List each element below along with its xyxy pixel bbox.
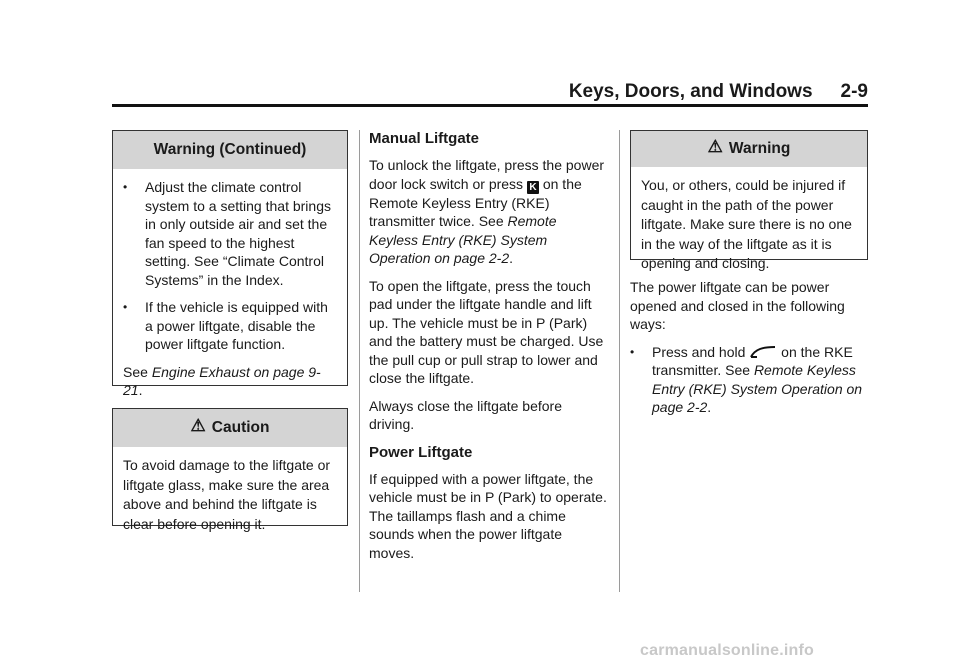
list-item — [123, 298, 337, 354]
cross-reference-link[interactable]: Remote Keyless Entry (RKE) System Operation on page 2-2 — [369, 213, 557, 266]
warning-continued-title: Warning (Continued) — [113, 131, 347, 169]
caution-box — [112, 408, 348, 532]
bullet-text: . — [707, 399, 712, 415]
middle-column — [369, 130, 609, 571]
watermark: carmanualsonline.info — [640, 642, 815, 659]
header-rule — [112, 104, 868, 107]
paragraph-text: To unlock the liftgate, press the power door lock switch or press — [369, 157, 605, 192]
paragraph-text: on the Remote Keyless Entry (RKE) transmitter twice. See — [369, 175, 582, 229]
warning-continued-body — [113, 169, 347, 400]
power-liftgate-paragraph: If equipped with a power liftgate, the vehicle must be in P (Park) to operate. The taillamps flash and a chime sounds when the power liftgate moves. — [369, 470, 607, 561]
section-title: Keys, Doors, and Windows — [568, 81, 813, 102]
list-item — [123, 178, 337, 289]
caution-header — [113, 409, 347, 447]
list-item — [630, 343, 868, 417]
warning-header — [631, 131, 867, 167]
column-divider-left — [359, 130, 360, 592]
manual-liftgate-paragraph-3: Always close the liftgate before driving. — [369, 397, 562, 432]
warning-title: Warning — [728, 140, 791, 157]
see-suffix: . — [138, 382, 143, 398]
bullet-text: on the RKE transmitter. See — [652, 343, 853, 378]
caution-body: To avoid damage to the liftgate or liftgate glass, make sure the area above and behind the liftgate is clear before opening it. — [123, 457, 331, 532]
alert-icon: ⚠ — [190, 416, 206, 435]
bullet-icon: • — [123, 180, 128, 194]
manual-liftgate-heading: Manual Liftgate — [369, 130, 480, 147]
bullet-icon: • — [630, 344, 635, 359]
manual-liftgate-paragraph-1 — [369, 156, 609, 268]
bullet-text: If the vehicle is equipped with a power liftgate, disable the power liftgate function. — [145, 299, 328, 352]
paragraph-text: . — [509, 250, 513, 266]
bullet-icon: • — [123, 300, 128, 314]
warning-body: You, or others, could be injured if caught in the path of the power liftgate. Make sure there is no one in the way of the liftgate as it is opening and closing. — [641, 177, 852, 271]
cross-reference-link[interactable]: Engine Exhaust on page 9-21 — [123, 363, 321, 398]
manual-liftgate-paragraph-2: To open the liftgate, press the touch pad under the liftgate handle and lift up. The vehicle must be in P (Park) and the battery must be charged. Use the pull cup or pull strap to lower and close the liftgate. — [369, 277, 604, 386]
power-liftgate-heading: Power Liftgate — [369, 443, 473, 461]
cross-reference-link[interactable]: Remote Keyless Entry (RKE) System Operation on page 2-2 — [652, 362, 863, 415]
warning-box — [630, 130, 868, 271]
right-column — [630, 278, 868, 426]
bullet-text: Press and hold — [652, 343, 750, 360]
power-open-intro: The power liftgate can be power opened and closed in the following ways: — [630, 279, 845, 332]
page-number: 2-9 — [840, 81, 868, 102]
alert-icon: ⚠ — [707, 137, 723, 156]
page-header — [112, 80, 868, 104]
liftgate-button-icon — [749, 345, 777, 359]
warning-continued-box — [112, 130, 348, 398]
key-lock-icon: K — [527, 181, 539, 194]
caution-title: Caution — [211, 419, 270, 436]
see-reference — [123, 363, 337, 400]
see-prefix: See — [123, 363, 152, 380]
column-divider-right — [619, 130, 620, 592]
bullet-text: Adjust the climate control system to a setting that brings in only outside air and set the fan speed to the highest setting. See “Climate Control Systems” in the Index. — [145, 179, 331, 288]
